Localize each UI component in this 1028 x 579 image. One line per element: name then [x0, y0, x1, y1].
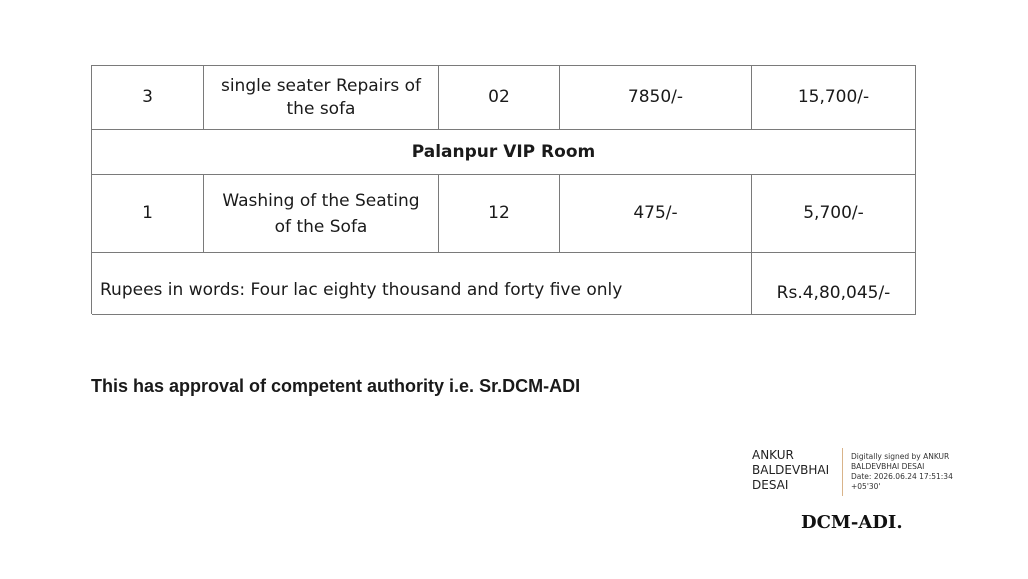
section-heading-cell — [92, 130, 916, 175]
rate-value: 475/- — [633, 203, 678, 223]
signer-name-line: ANKUR — [752, 448, 794, 462]
section-heading: Palanpur VIP Room — [411, 141, 596, 162]
signer-name-line: BALDEVBHAI — [752, 463, 830, 477]
sno-value: 3 — [142, 87, 153, 107]
rate-table — [91, 65, 916, 314]
signer-name — [752, 448, 829, 493]
digital-signature-line: +05'30' — [851, 482, 881, 491]
approval-note: This has approval of competent authority i.e. Sr.DCM-ADI — [91, 376, 581, 396]
cell-amount — [752, 66, 916, 130]
sno-value: 1 — [142, 203, 153, 223]
rate-value: 7850/- — [627, 87, 684, 107]
amount-value: 15,700/- — [797, 87, 870, 107]
signer-name-line: DESAI — [752, 478, 789, 492]
digital-signature-line: BALDEVBHAI DESAI — [851, 462, 925, 471]
cell-qty — [439, 175, 560, 253]
cell-description — [204, 175, 439, 253]
amount-in-words: Rupees in words: Four lac eighty thousand and forty five only — [100, 280, 623, 300]
digital-signature-line: Digitally signed by ANKUR — [851, 452, 950, 461]
cell-sno — [92, 175, 204, 253]
grand-total-cell — [752, 253, 916, 315]
cell-rate — [560, 66, 752, 130]
signature-divider — [842, 448, 843, 496]
amount-in-words-cell — [92, 253, 752, 315]
cell-amount — [752, 175, 916, 253]
designation: DCM-ADI. — [801, 512, 903, 533]
digital-signature-details — [851, 452, 953, 492]
cell-description — [204, 66, 439, 130]
cell-rate — [560, 175, 752, 253]
qty-value: 02 — [488, 87, 510, 107]
description-line: of the Sofa — [274, 216, 368, 237]
description-line: Washing of the Seating — [222, 190, 420, 211]
description-line: the sofa — [286, 98, 356, 119]
digital-signature-line: Date: 2026.06.24 17:51:34 — [851, 472, 953, 481]
description-line: single seater Repairs of — [220, 75, 422, 96]
grand-total: Rs.4,80,045/- — [776, 283, 891, 303]
qty-value: 12 — [488, 203, 510, 223]
amount-value: 5,700/- — [803, 203, 864, 223]
cell-sno — [92, 66, 204, 130]
cell-qty — [439, 66, 560, 130]
